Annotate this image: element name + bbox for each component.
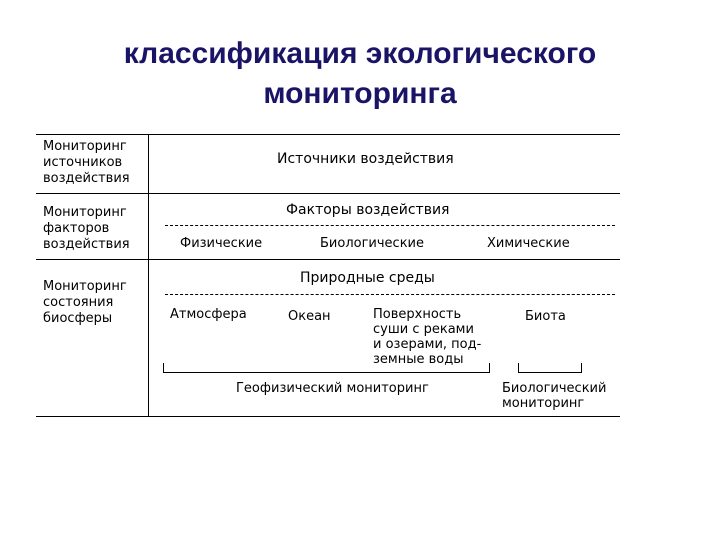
medium-ocean: Океан (288, 309, 331, 324)
row-3-left-line-3: биосферы (43, 311, 113, 326)
biological-monitoring-label-line-2: мониторинг (502, 396, 585, 411)
row-divider-1 (36, 193, 620, 194)
title-line-2: мониторинга (263, 77, 457, 110)
row-3-left-line-2: состояния (43, 295, 114, 310)
medium-biota: Биота (525, 309, 566, 324)
row-1-left-line-1: Мониторинг (43, 139, 127, 154)
row-1-left-line-3: воздействия (43, 171, 130, 186)
row-2-left-line-2: факторов (43, 221, 110, 236)
dashed-line-media (165, 294, 615, 295)
medium-atmosphere: Атмосфера (170, 307, 247, 322)
row-1-header: Источники воздействия (277, 151, 454, 167)
row-2-left-line-1: Мониторинг (43, 205, 127, 220)
factor-chemical: Химические (487, 236, 570, 251)
row-3-header: Природные среды (300, 270, 435, 286)
geophysical-bracket (163, 363, 490, 373)
table-top-border (36, 134, 620, 135)
biological-monitoring-label-line-1: Биологический (502, 381, 607, 396)
row-3-left-line-1: Мониторинг (43, 279, 127, 294)
biological-bracket (518, 363, 582, 373)
row-2-left-line-3: воздействия (43, 237, 130, 252)
row-1-left-line-2: источников (43, 155, 123, 170)
factor-physical: Физические (180, 236, 263, 251)
row-2-header: Факторы воздействия (286, 202, 450, 218)
medium-surface-line-1: Поверхность (373, 307, 462, 322)
dashed-line-factors (165, 225, 615, 226)
column-divider (148, 134, 149, 416)
title-line-1: классификация экологического (123, 37, 597, 70)
medium-surface-line-3: и озерами, под- (373, 337, 482, 352)
medium-surface-line-2: суши с реками (373, 322, 474, 337)
medium-surface-line-4: земные воды (373, 352, 464, 367)
geophysical-monitoring-label: Геофизический мониторинг (236, 381, 429, 396)
table-bottom-border (36, 416, 620, 417)
row-divider-2 (36, 259, 620, 260)
factor-biological: Биологические (320, 236, 424, 251)
